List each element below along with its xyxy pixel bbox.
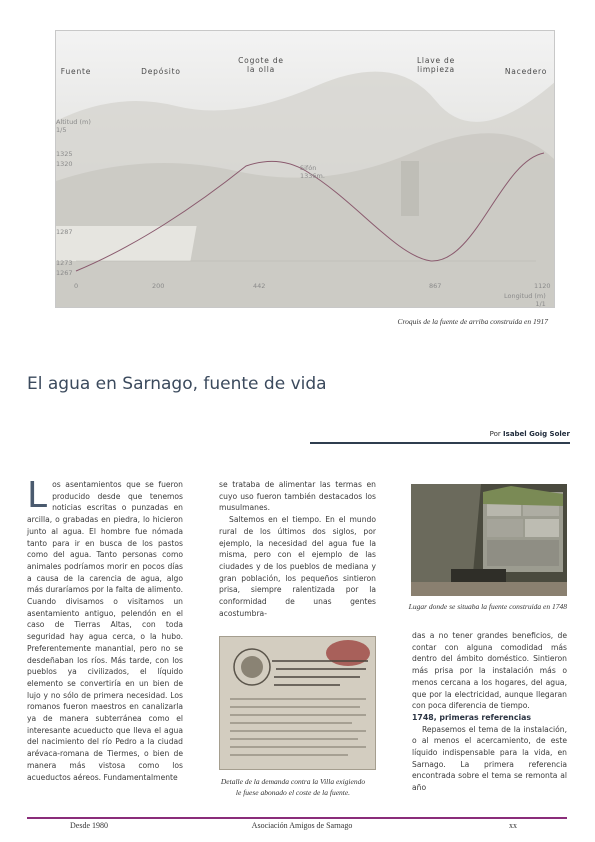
title-divider: [310, 442, 570, 444]
x-tick: 1120: [534, 282, 551, 290]
paragraph: Repasemos el tema de la instalación, o al menos el acercamiento, de este líquido indispensable para la vida, en Sarnago. La primera referencia encontrada sobre el tema se remonta al año: [412, 724, 567, 793]
section-subheading: 1748, primeras referencias: [412, 712, 532, 722]
page-number: xx: [509, 821, 517, 830]
station-nacedero: Nacedero: [504, 67, 548, 76]
paragraph: os asentamientos que se fueron producido desde que tenemos noticias escritas o punzadas en arcilla, o grabadas en piedra, lo hicieron junto al agua. El hombre fue nómada tanto para ir en busca de los pastos como del agua. Tanto personas como animales podríamos morir en pocos días a causa de la carencia de agua, algo más duraríamos por la falta de alimento. Cuando divisamos o visitamos un asentamiento antiguo, pelendón en el caso de Tierras Altas, con toda seguridad hay agua cerca, o la hubo. Preferentemente manantial, pero no se desdeñaban los ríos. Más tarde, con los pueblos ya civilizados, el líquido elemento se convertiría en un bien de lujo y no sólo de primera necesidad. Los romanos fueron maestros en canalizarla ya de manera subterránea como el interesante acueducto que lleva el agua del nacimiento del río Pedro a la ciudad arévaca-romana de Tiermes, o bien de manera más vistosa como los acueductos aéreos. Fundamentalmente: [27, 480, 183, 782]
x-tick: 442: [253, 282, 266, 290]
y-tick: 1267: [56, 269, 73, 277]
article-column-1: [27, 475, 183, 783]
station-fuente: Fuente: [60, 67, 92, 76]
article-column-3: [412, 630, 567, 794]
fountain-photo-image: [411, 484, 567, 596]
footer-since: Desde 1980: [70, 821, 108, 830]
station-llave: Llave de limpieza: [416, 56, 456, 74]
elevation-profile-figure: [55, 30, 555, 308]
author-name: Isabel Goig Soler: [503, 430, 570, 438]
x-tick: 200: [152, 282, 165, 290]
drop-cap: L: [27, 475, 48, 516]
y-axis-title: Altitud (m) 1/5: [56, 118, 91, 134]
x-tick: 0: [74, 282, 79, 290]
fountain-photo: [411, 484, 567, 596]
station-cogote: Cogote de la olla: [238, 56, 284, 74]
footer-divider: [27, 817, 567, 819]
document-photo-caption: Detalle de la demanda contra la Villa exigiendo le fuese abonado el coste de la fuente.: [220, 777, 366, 797]
paragraph: se trataba de alimentar las termas en cuyo uso fueron también destacados los musulmanes.: [219, 480, 376, 513]
y-tick: 1320: [56, 160, 73, 168]
paragraph: Saltemos en el tiempo. En el mundo rural de los últimos dos siglos, por ejemplo, la necesidad del agua fue la misma, pero con el ejemplo de las ciudades y de los pueblos de mediana y gran población, los pequeños sintieron prisa, siempre ralentizada por la conformidad de unas gentes acostumbra-: [219, 515, 376, 618]
figure-caption: Croquis de la fuente de arriba construida en 1917: [397, 317, 548, 326]
fountain-photo-caption: Lugar donde se situaba la fuente construida en 1748: [408, 602, 567, 611]
y-tick: 1273: [56, 259, 73, 267]
byline: [300, 430, 570, 438]
y-tick: 1325: [56, 150, 73, 158]
paragraph: das a no tener grandes beneficios, de contar con alguna comodidad más dentro del ámbito doméstico. Sintieron más prisa por la instalación más o menos cercana a los hogares, del agua, que por la electricidad, aunque llegaran con poca diferencia de tiempo.: [412, 631, 567, 711]
footer-association: Asociación Amigos de Sarnago: [251, 821, 353, 830]
x-tick: 867: [429, 282, 442, 290]
siphon-label: Sifón 1336m.: [300, 164, 325, 180]
byline-prefix: Por: [489, 430, 501, 438]
y-tick: 1287: [56, 228, 73, 236]
x-axis-title: Longitud (m) 1/1: [504, 292, 546, 308]
article-title: El agua en Sarnago, fuente de vida: [27, 374, 327, 394]
article-column-2: [219, 479, 376, 619]
station-deposito: Depósito: [141, 67, 181, 76]
historic-document-photo: [219, 636, 376, 770]
historic-document-image: [220, 637, 375, 769]
